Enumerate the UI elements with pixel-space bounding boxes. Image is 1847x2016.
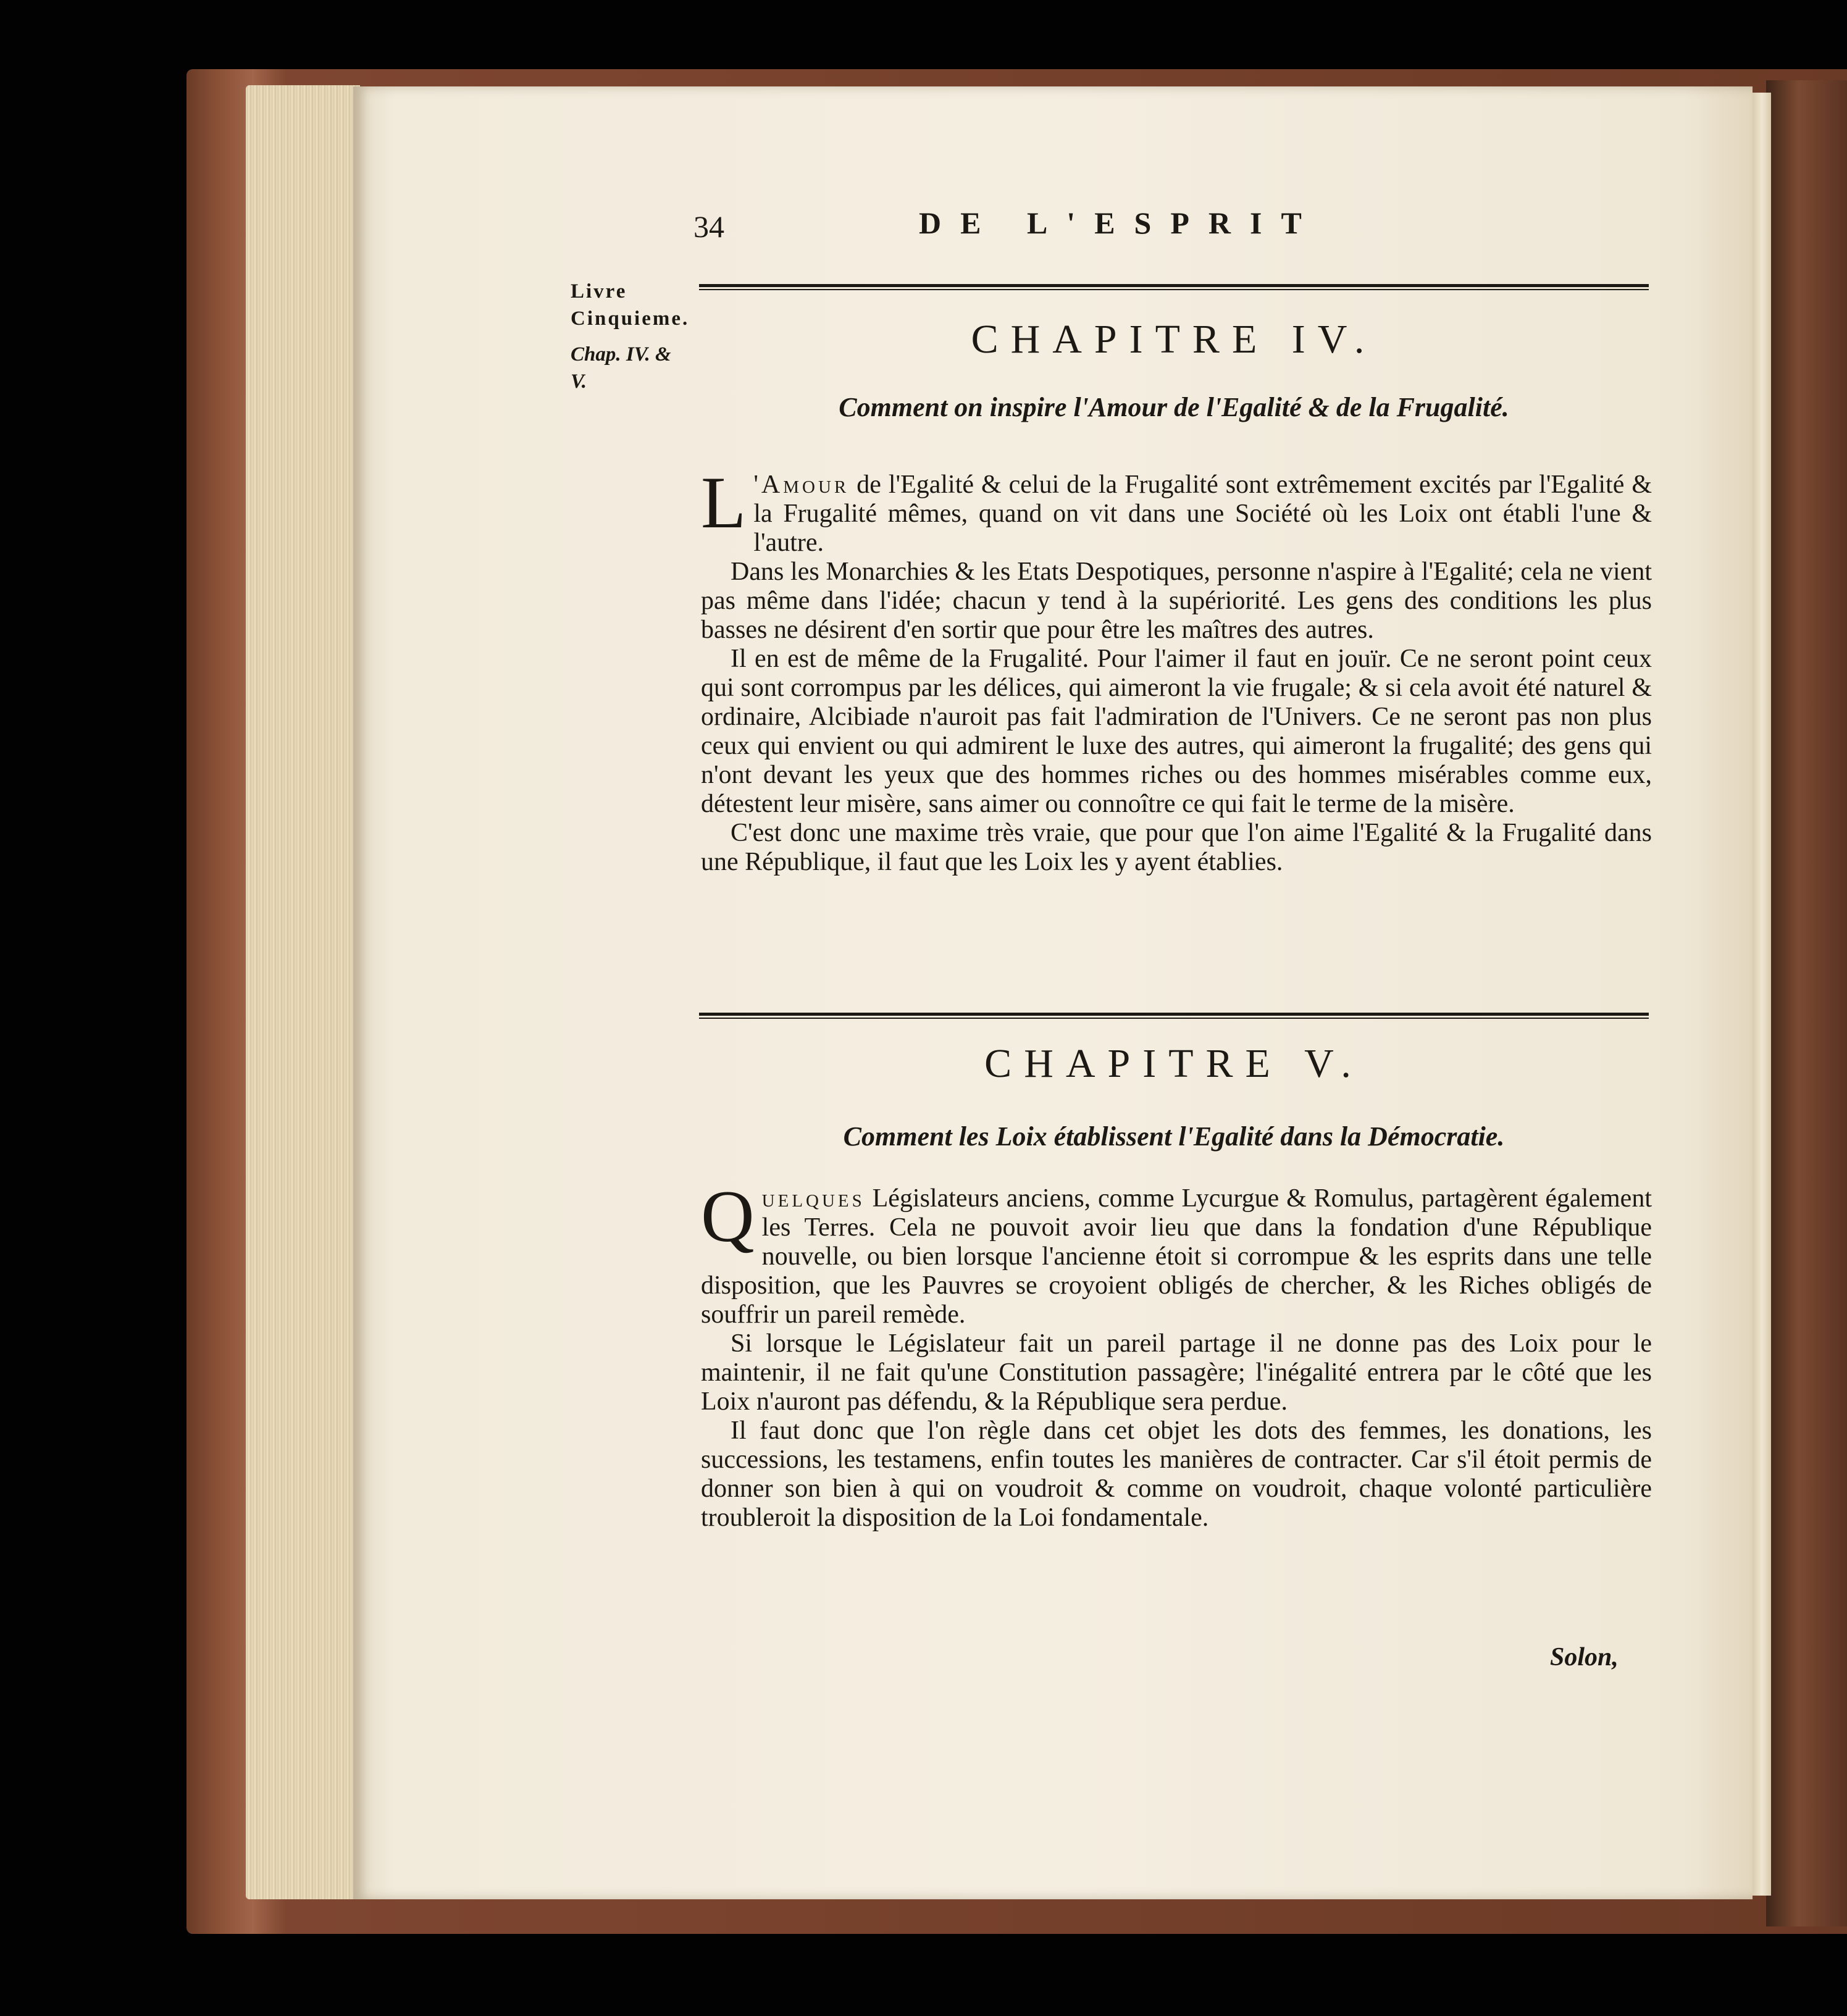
chapter-v-paragraph: Si lorsque le Législateur fait un pareil partage il ne donne pas des Loix pour le maintenir, il ne fait qu'une Constitution passagère; l'inégalité entrera par le côté que les Loix n'auront pas défendu, & la République sera perdue. [701, 1329, 1652, 1416]
chapter-v-subtitle: Comment les Loix établissent l'Egalité dans la Démocratie. [843, 1121, 1505, 1152]
margin-book-label: Livre Cinquieme. [571, 280, 690, 330]
facing-page-edge [1753, 93, 1771, 1896]
chapter-iv-title: CHAPITRE IV. [971, 317, 1377, 362]
page-edges [246, 85, 360, 1899]
chapter-iv-paragraph [701, 461, 1652, 558]
book-cover-right [1766, 80, 1847, 1926]
chapter-iv-paragraph: Dans les Monarchies & les Etats Despotiques, personne n'aspire à l'Egalité; cela ne vient pas même dans l'idée; chacun y tend à la supériorité. Les gens des conditions les plus basses ne désirent d'en sortir que pour être les maîtres des autres. [701, 558, 1652, 644]
section-rule [699, 1013, 1649, 1019]
chapter-v-title: CHAPITRE V. [984, 1041, 1363, 1086]
chapter-iv-paragraph: C'est donc une maxime très vraie, que pour que l'on aime l'Egalité & la Frugalité dans une République, il faut que les Loix les y ayent établies. [701, 819, 1652, 876]
chapter-v-paragraph [701, 1175, 1652, 1329]
running-title: DE L'ESPRIT [919, 206, 1321, 240]
paragraph-text: de l'Egalité & celui de la Frugalité sont extrêmement excités par l'Egalité & la Frugalité mêmes, quand on vit dans une Société où les Loix ont établi l'une & l'autre. [753, 471, 1652, 557]
opening-words: uelques [761, 1184, 865, 1213]
paragraph-text: Législateurs anciens, comme Lycurgue & Romulus, partagèrent également les Terres. Cela ne pouvoit avoir lieu que dans la fondation d'une République nouvelle, ou bien lorsque l'ancienne étoit si corrompue & les esprits dans une telle disposition, que les Pauvres se croyoient obligés de chercher, & les Riches obligés de souffrir un pareil remède. [701, 1184, 1652, 1329]
chapter-v-body [701, 1175, 1652, 1533]
dropcap: L [701, 461, 747, 543]
opening-words: 'Amour [753, 471, 850, 499]
chapter-iv-paragraph: Il en est de même de la Frugalité. Pour l'aimer il faut en jouïr. Ce ne seront point ceux qui sont corrompus par les délices, qui aimeront la vie frugale; & si cela avoit été naturel & ordinaire, Alcibiade n'auroit pas fait l'admiration de l'Univers. Ce ne seront pas non plus ceux qui envient ou qui admirent le luxe des autres, qui aimeront la frugalité; des gens qui n'ont devant les yeux que des hommes riches ou des hommes misérables comme eux, détestent leur misère, sans aimer ou connoître ce qui fait le terme de la misère. [701, 645, 1652, 818]
chapter-iv-subtitle: Comment on inspire l'Amour de l'Egalité & de la Frugalité. [839, 392, 1509, 422]
margin-chapters: Chap. IV. & V. [571, 343, 671, 393]
margin-note [571, 278, 690, 395]
chapter-v-paragraph: Il faut donc que l'on règle dans cet objet les dots des femmes, les donations, les successions, les testamens, enfin toutes les manières de contracter. Car s'il étoit permis de donner son bien à qui on voudroit & comme on voudroit, chaque volonté particulière troubleroit la disposition de la Loi fondamentale. [701, 1416, 1652, 1532]
catchword: Solon, [1550, 1643, 1619, 1671]
dropcap: Q [701, 1175, 755, 1257]
chapter-iv-body [701, 461, 1652, 877]
page-number: 34 [693, 209, 724, 244]
header-rule [699, 284, 1649, 290]
